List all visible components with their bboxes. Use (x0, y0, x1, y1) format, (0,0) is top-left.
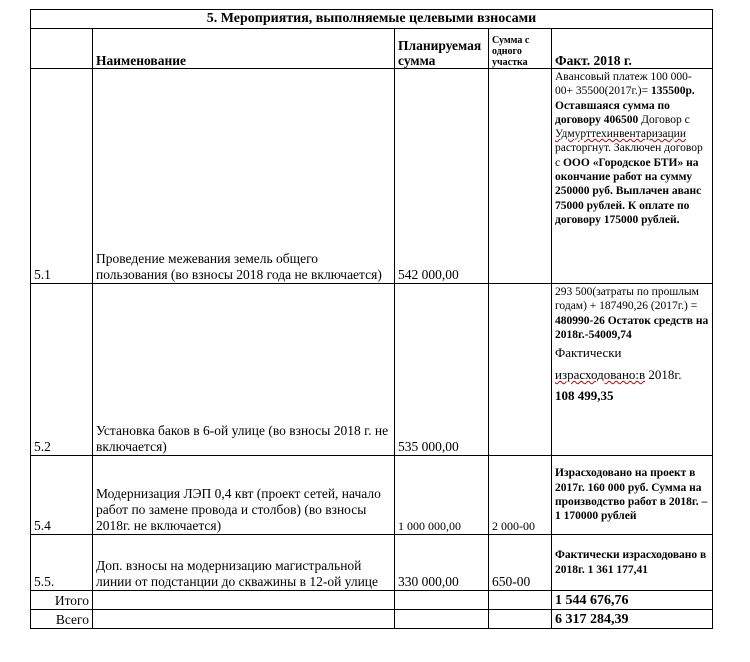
row-per-plot (489, 284, 552, 456)
total-row (31, 591, 713, 610)
table-title-row (31, 10, 713, 29)
row-name: Установка баков в 6-ой улице (во взносы 2018 г. не включается) (93, 284, 395, 456)
row-number: 5.5. (31, 535, 93, 591)
row-number: 5.1 (31, 69, 93, 284)
grand-total-value: 6 317 284,39 (552, 610, 713, 629)
row-fact: Авансовый платеж 100 000-00+ 35500(2017г.)= 135500р. Оставшаяся сумма по договору 406500 Договор с Удмурттехинвентаризации расторгнут. Заключен договор с ООО «Городское БТИ» на окончание работ на сумму 250000 руб. Выплачен аванс 75000 рублей. К оплате по договору 175000 рублей. (552, 69, 713, 284)
row-fact: Израсходовано на проект в 2017г. 160 000 руб. Сумма на производство работ в 2018г. – 1 170000 рублей (552, 456, 713, 535)
table-row (31, 284, 713, 456)
grand-total-label: Всего (31, 610, 93, 629)
total-value: 1 544 676,76 (552, 591, 713, 610)
grand-total-row (31, 610, 713, 629)
row-number: 5.4 (31, 456, 93, 535)
table-row (31, 456, 713, 535)
row-planned: 542 000,00 (395, 69, 489, 284)
row-per-plot: 2 000-00 (489, 456, 552, 535)
row-per-plot (489, 69, 552, 284)
row-fact: Фактически израсходовано в 2018г. 1 361 177,41 (552, 535, 713, 591)
table-row (31, 535, 713, 591)
row-planned: 1 000 000,00 (395, 456, 489, 535)
row-name: Модернизация ЛЭП 0,4 квт (проект сетей, начало работ по замене провода и столбов) (во взносы 2018г. не включается) (93, 456, 395, 535)
row-name: Проведение межевания земель общего пользования (во взносы 2018 года не включается) (93, 69, 395, 284)
table-row (31, 69, 713, 284)
row-number: 5.2 (31, 284, 93, 456)
header-per-plot: Сумма с одного участка (489, 29, 552, 69)
target-fees-table (30, 9, 713, 629)
header-num (31, 29, 93, 69)
row-per-plot: 650-00 (489, 535, 552, 591)
header-row (31, 29, 713, 69)
row-planned: 535 000,00 (395, 284, 489, 456)
header-planned: Планируемая сумма (395, 29, 489, 69)
row-fact: 293 500(затраты по прошлым годам) + 187490,26 (2017г.) = 480990-26 Остаток средств на 2018г.-54009,74 Фактически израсходовано:в 2018г. 108 499,35 (552, 284, 713, 456)
row-planned: 330 000,00 (395, 535, 489, 591)
row-name: Доп. взносы на модернизацию магистральной линии от подстанции до скважины в 12-ой улице (93, 535, 395, 591)
header-name: Наименование (93, 29, 395, 69)
header-fact: Факт. 2018 г. (552, 29, 713, 69)
section-title: 5. Мероприятия, выполняемые целевыми взносами (31, 10, 713, 29)
total-label: Итого (31, 591, 93, 610)
